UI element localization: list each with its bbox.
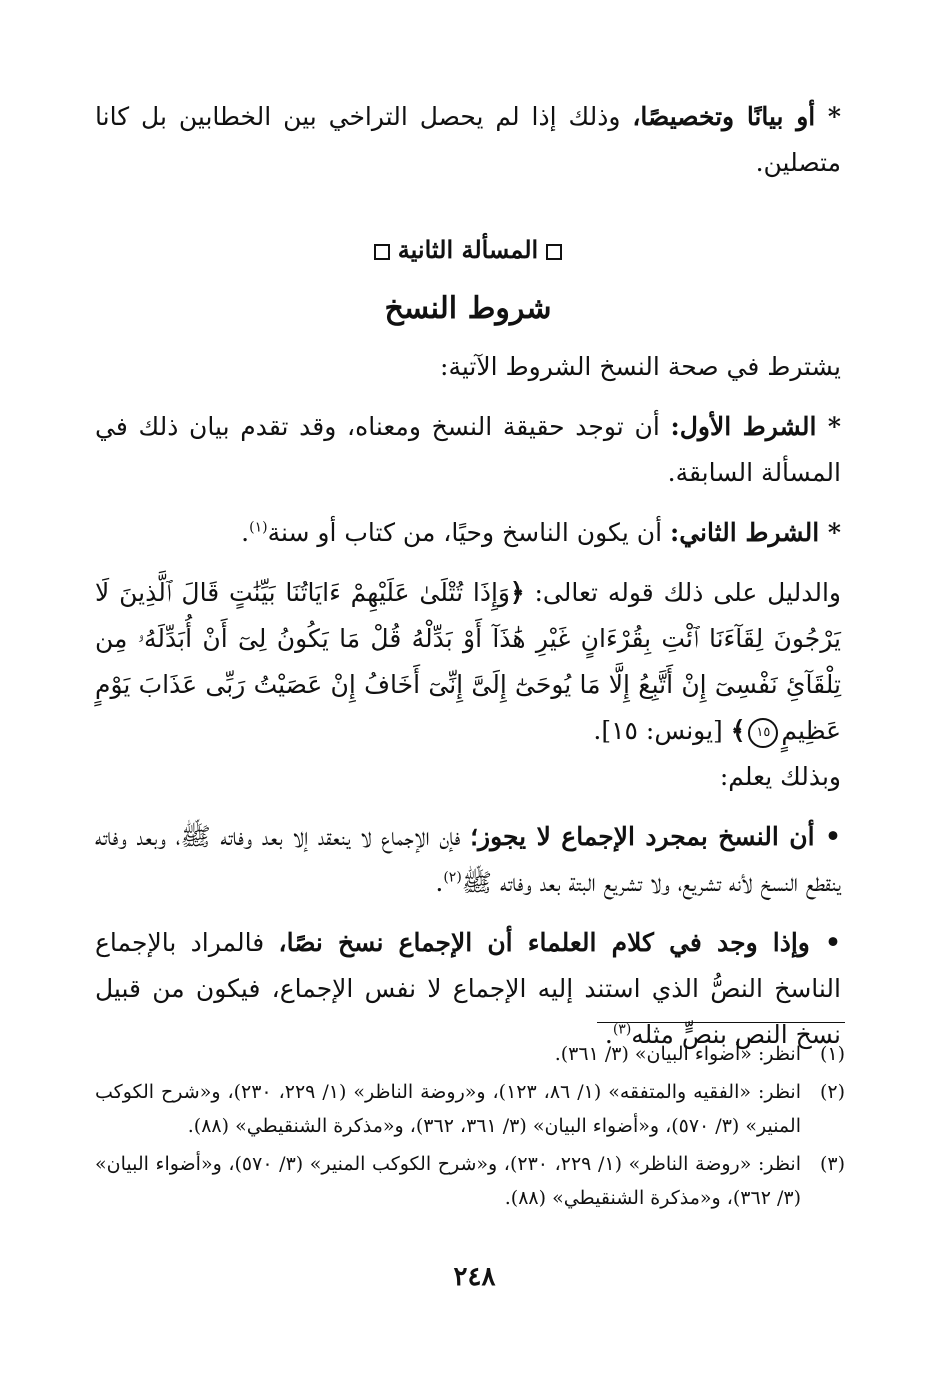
evidence-intro: والدليل على ذلك قوله تعالى:	[524, 578, 841, 607]
verse-reference: [يونس: ١٥].	[593, 716, 731, 745]
section-title	[95, 230, 841, 270]
condition-1	[95, 404, 841, 496]
condition-1-label: * الشرط الأول:	[670, 412, 841, 441]
section-title-text: المسألة الثانية	[397, 235, 539, 264]
verse-close-bracket: ﴾	[730, 716, 746, 745]
square-bullet-icon	[374, 244, 390, 260]
bullet-1-end: .	[435, 868, 444, 897]
footnote-3	[95, 1147, 845, 1215]
bayan-text: وذلك إذا لم يحصل التراخي بين الخطابين بل كانا متصلين.	[95, 102, 841, 177]
footnote-ref-1: (١)	[249, 519, 268, 536]
footnote-number: (٣)	[819, 1153, 845, 1175]
footnote-text: انظر: «روضة الناظر» (١/ ٢٢٩، ٢٣٠)، و«شرح الكوكب المنير» (٣/ ٥٧٠)، و«أضواء البيان» (٣/ ٣٦٢)، و«مذكرة الشنقيطي» (٨٨).	[95, 1153, 801, 1209]
footnote-number: (٢)	[819, 1081, 845, 1103]
bullet-2-text: فالمراد بالإجماع الناسخ النصُّ الذي استند إليه الإجماع لا نفس الإجماع، فيكون من قبيل نسخ النص بنصٍّ مثله	[95, 928, 841, 1049]
condition-1-text: أن توجد حقيقة النسخ ومعناه، وقد تقدم بيان ذلك في المسألة السابقة.	[95, 412, 841, 487]
footnote-ref-3: (٣)	[612, 1021, 632, 1038]
condition-2-end: .	[241, 518, 250, 547]
main-text	[95, 94, 841, 1058]
condition-2-text: أن يكون الناسخ وحيًا، من كتاب أو سنة	[267, 518, 670, 547]
square-bullet-icon	[546, 244, 562, 260]
footnote-number: (١)	[819, 1043, 845, 1065]
bullet-2-label: • وإذا وجد في كلام العلماء أن الإجماع نسخ نصًا،	[278, 928, 841, 957]
condition-2-label: * الشرط الثاني:	[669, 518, 841, 547]
footnote-text: انظر: «أضواء البيان» (٣/ ٣٦١).	[554, 1043, 801, 1065]
bullet-1-label: • أن النسخ بمجرد الإجماع لا يجوز؛	[470, 822, 841, 851]
bayan-label: * أو بيانًا وتخصيصًا،	[632, 102, 841, 131]
verse-open-bracket: ﴿	[509, 578, 525, 607]
evidence-paragraph	[95, 570, 841, 754]
condition-2	[95, 510, 841, 556]
quran-verse: وَإِذَا تُتْلَىٰ عَلَيْهِمْ ءَايَاتُنَا بَيِّنَٰتٍ قَالَ ٱلَّذِينَ لَا يَرْجُونَ لِقَآءَنَا ٱئْتِ بِقُرْءَانٍ غَيْرِ هَٰذَآ أَوْ بَدِّلْهُ قُلْ مَا يَكُونُ لِىٓ أَنْ أُبَدِّلَهُۥ مِن تِلْقَآئِ نَفْسِىٓ إِنْ أَتَّبِعُ إِلَّا مَا يُوحَىٰٓ إِلَىَّ إِنِّىٓ أَخَافُ إِنْ عَصَيْتُ رَبِّى عَذَابَ يَوْمٍ عَظِيمٍ	[95, 578, 841, 745]
footnotes	[95, 1022, 845, 1219]
paragraph-bayan	[95, 94, 841, 186]
intro-paragraph: يشترط في صحة النسخ الشروط الآتية:	[440, 352, 841, 381]
chapter-heading: شروط النسخ	[384, 291, 552, 326]
footnote-2	[95, 1075, 845, 1143]
footnote-1	[95, 1037, 845, 1071]
footnote-text: انظر: «الفقيه والمتفقه» (١/ ٨٦، ١٢٣)، و«روضة الناظر» (١/ ٢٢٩، ٢٣٠)، و«شرح الكوكب المنير» (٣/ ٥٧٠)، و«أضواء البيان» (٣/ ٣٦١، ٣٦٢)، و«مذكرة الشنقيطي» (٨٨).	[95, 1081, 801, 1137]
bullet-1-text: فإن الإجماع لا ينعقد إلا بعد وفاته ﷺ، وبعد وفاته ينقطع النسخ لأنه تشريع، ولا تشريع البتة بعد وفاته ﷺ	[95, 822, 841, 897]
footnote-divider	[597, 1022, 845, 1023]
footnote-ref-2: (٢)	[443, 869, 462, 886]
page-number: ٢٤٨	[453, 1262, 496, 1292]
thus-paragraph: وبذلك يعلم:	[719, 762, 841, 791]
bullet-1	[95, 814, 841, 906]
bullet-2-end: .	[604, 1020, 613, 1049]
ayah-number-icon: ١٥	[748, 718, 778, 748]
